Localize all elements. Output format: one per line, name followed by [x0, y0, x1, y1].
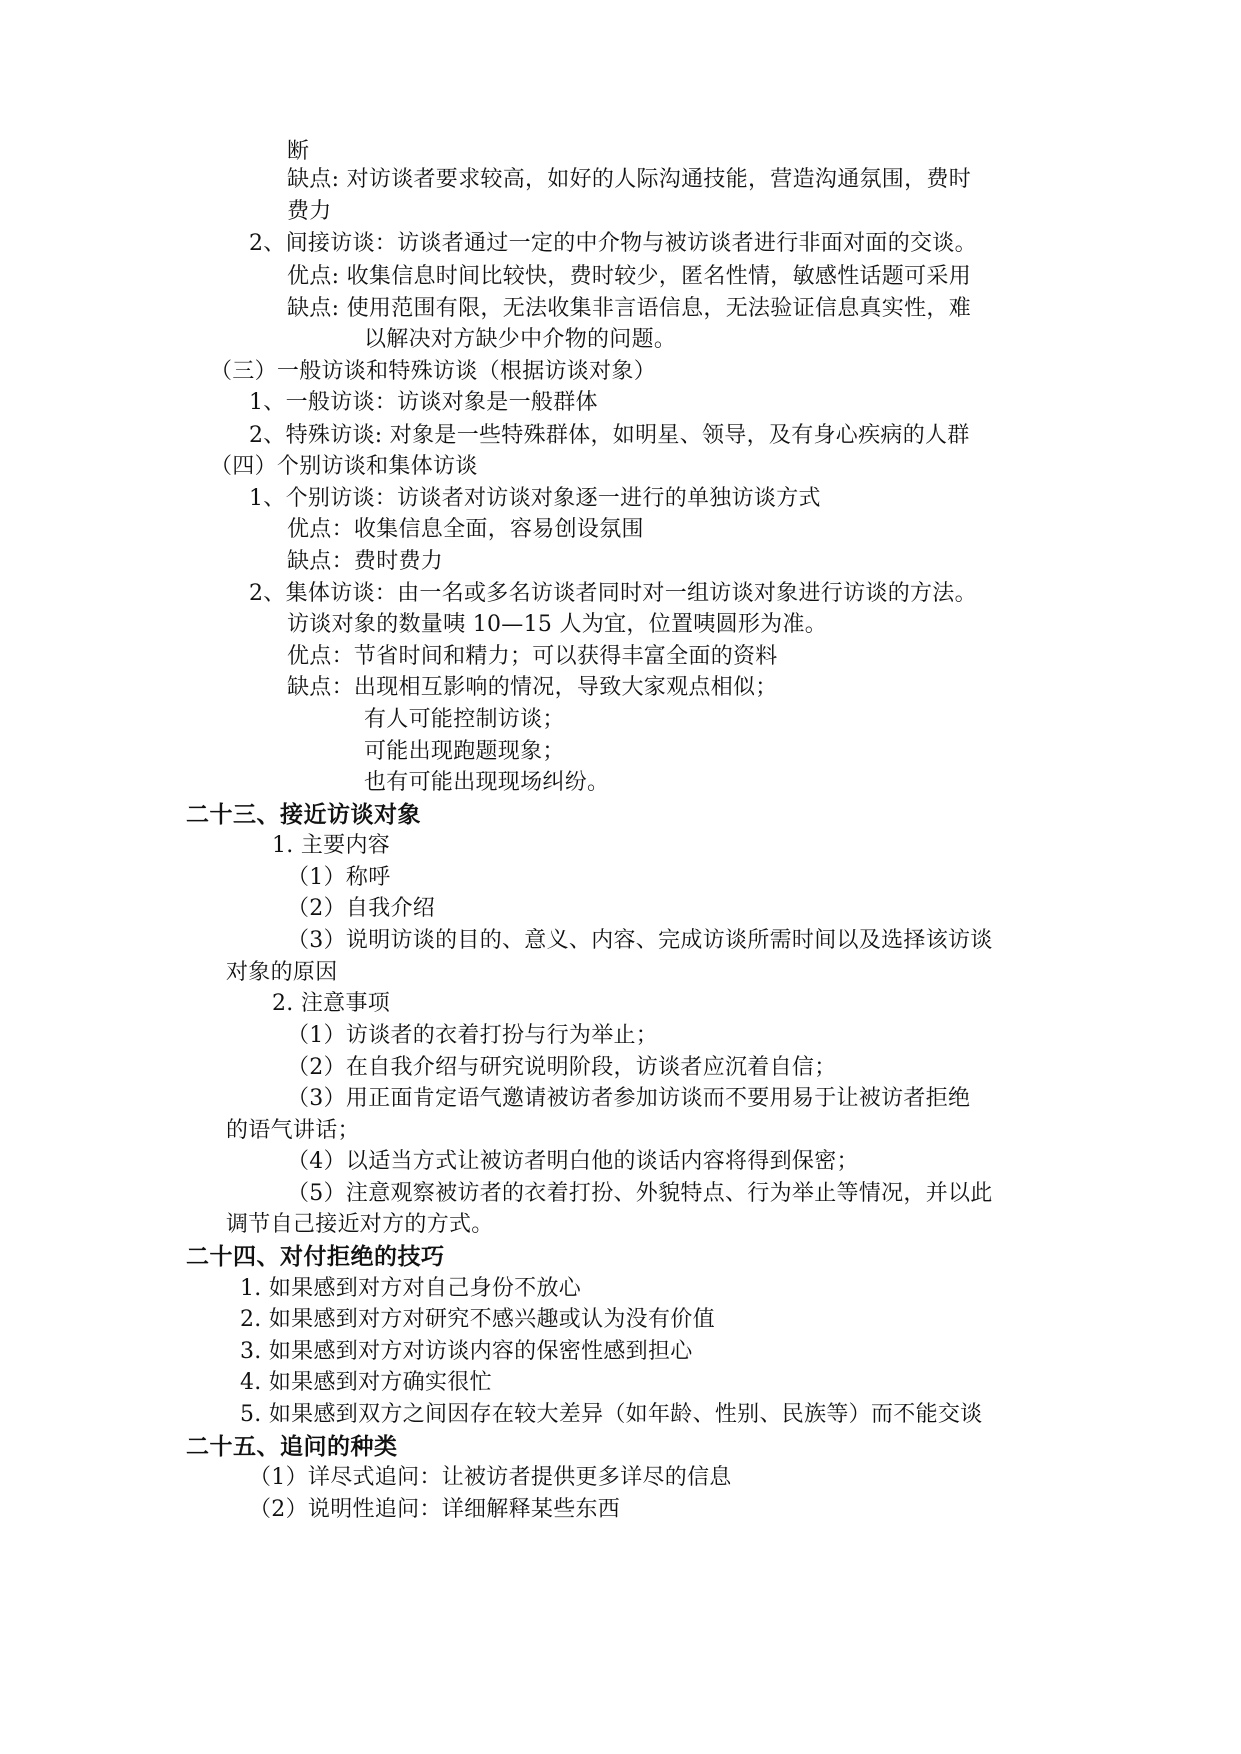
text-line: 优点: 收集信息时间比较快，费时较少，匿名性情，敏感性话题可采用: [287, 264, 972, 289]
text-line: 4. 如果感到对方确实很忙: [240, 1370, 492, 1395]
text-line: 缺点：出现相互影响的情况，导致大家观点相似；: [287, 675, 778, 700]
text-line: 2、集体访谈：由一名或多名访谈者同时对一组访谈对象进行访谈的方法。: [249, 581, 977, 606]
text-line: 缺点：费时费力: [287, 549, 444, 574]
text-line: （3）说明访谈的目的、意义、内容、完成访谈所需时间以及选择该访谈: [287, 928, 993, 953]
text-line: 3. 如果感到对方对访谈内容的保密性感到担心: [240, 1339, 693, 1364]
text-line: （5）注意观察被访者的衣着打扮、外貌特点、行为举止等情况，并以此: [287, 1181, 993, 1206]
text-line: 1、一般访谈：访谈对象是一般群体: [249, 390, 598, 415]
text-line: 优点：收集信息全面，容易创设氛围: [287, 517, 644, 542]
text-line: （4）以适当方式让被访者明白他的谈话内容将得到保密；: [287, 1149, 859, 1174]
text-line: 优点：节省时间和精力；可以获得丰富全面的资料: [287, 644, 778, 669]
section-heading: 二十四、对付拒绝的技巧: [186, 1244, 445, 1270]
text-line: （3）用正面肯定语气邀请被访者参加访谈而不要用易于让被访者拒绝: [287, 1086, 971, 1111]
text-line: 缺点: 对访谈者要求较高，如好的人际沟通技能，营造沟通氛围，费时: [287, 167, 972, 192]
text-line: 1. 如果感到对方对自己身份不放心: [240, 1276, 582, 1301]
text-line: 2. 如果感到对方对研究不感兴趣或认为没有价值: [240, 1307, 715, 1332]
text-line: （2）说明性追问：详细解释某些东西: [249, 1497, 621, 1522]
text-line: 可能出现跑题现象；: [364, 739, 565, 764]
text-line: （1）称呼: [287, 865, 391, 890]
text-line: （1）访谈者的衣着打扮与行为举止；: [287, 1023, 659, 1048]
text-line: 访谈对象的数量咦 10—15 人为宜，位置咦圆形为准。: [287, 612, 828, 637]
text-line: 2、特殊访谈: 对象是一些特殊群体，如明星、领导，及有身心疾病的人群: [249, 423, 970, 448]
text-line: 调节自己接近对方的方式。: [226, 1212, 494, 1237]
text-line: 断: [287, 139, 310, 164]
text-line: 费力: [287, 199, 332, 224]
text-line: （1）详尽式追问：让被访者提供更多详尽的信息: [249, 1465, 732, 1490]
text-line: （2）在自我介绍与研究说明阶段，访谈者应沉着自信；: [287, 1055, 837, 1080]
text-line: 缺点: 使用范围有限，无法收集非言语信息，无法验证信息真实性，难: [287, 296, 972, 321]
text-line: （三）一般访谈和特殊访谈（根据访谈对象）: [210, 359, 657, 384]
text-line: 1. 主要内容: [272, 833, 391, 858]
text-line: 2. 注意事项: [272, 991, 391, 1016]
text-line: 2、间接访谈：访谈者通过一定的中介物与被访谈者进行非面对面的交谈。: [249, 231, 977, 256]
section-heading: 二十五、追问的种类: [186, 1434, 398, 1460]
text-line: 以解决对方缺少中介物的问题。: [364, 327, 677, 352]
text-line: 对象的原因: [226, 960, 338, 985]
section-heading: 二十三、接近访谈对象: [186, 802, 421, 828]
text-line: （四）个别访谈和集体访谈: [210, 454, 478, 479]
text-line: 5. 如果感到双方之间因存在较大差异（如年龄、性别、民族等）而不能交谈: [240, 1402, 983, 1427]
text-line: 也有可能出现现场纠纷。: [364, 770, 610, 795]
text-line: 的语气讲话；: [226, 1118, 360, 1143]
text-line: 有人可能控制访谈；: [364, 707, 565, 732]
text-line: （2）自我介绍: [287, 896, 436, 921]
text-line: 1、个别访谈：访谈者对访谈对象逐一进行的单独访谈方式: [249, 486, 821, 511]
